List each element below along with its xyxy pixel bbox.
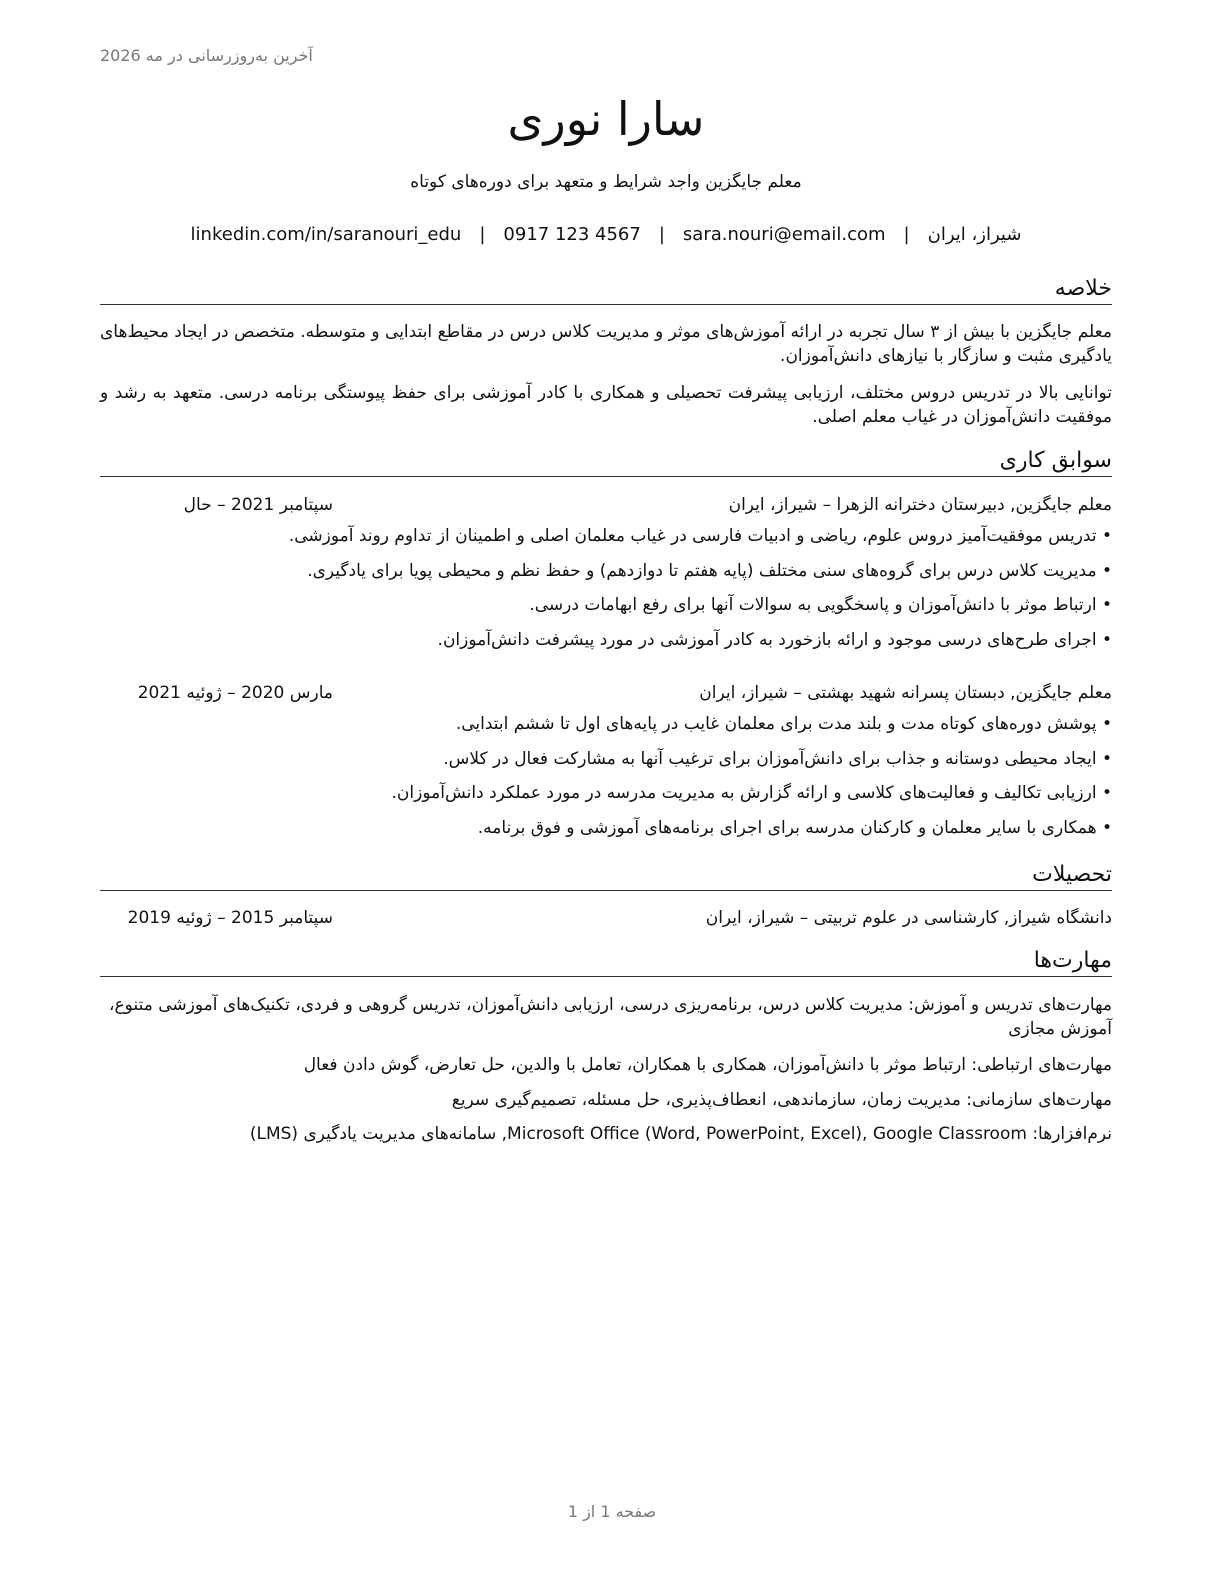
person-name: سارا نوری [507,92,705,146]
section-title-skills: مهارت‌ها [100,947,1112,977]
list-item: • پوشش دوره‌های کوتاه مدت و بلند مدت برای معلمان غایب در پایه‌های اول تا ششم ابتدایی. [100,712,1112,747]
contact-phone[interactable]: 0917 123 4567 [503,224,641,245]
list-item: • اجرای طرح‌های درسی موجود و ارائه بازخورد به کادر آموزشی در مورد پیشرفت دانش‌آموزان. [100,628,1112,663]
tagline: معلم جایگزین واجد شرایط و متعهد برای دوره‌های کوتاه [410,172,802,192]
job-header [100,681,1112,705]
job-date: سپتامبر 2021 – حال [183,495,333,515]
job-bullets [100,712,1112,850]
contact-separator: | [658,224,665,245]
list-item: • ایجاد محیطی دوستانه و جذاب برای دانش‌آموزان برای ترغیب آنها به مشارکت فعال در کلاس. [100,747,1112,782]
skill-line: مهارت‌های سازمانی: مدیریت زمان، سازماندهی، انعطاف‌پذیری، حل مسئله، تصمیم‌گیری سریع [451,1090,1112,1110]
contact-separator: | [903,224,910,245]
list-item: • مدیریت کلاس درس برای گروه‌های سنی مختلف (پایه هفتم تا دوازدهم) و حفظ نظم و محیطی پویا برای یادگیری. [100,559,1112,594]
skill-line: مهارت‌های تدریس و آموزش: مدیریت کلاس درس، برنامه‌ریزی درسی، ارزیابی دانش‌آموزان، تدریس گروهی و فردی، تکنیک‌های آموزشی متنوع، آموزش مجازی [109,995,1112,1039]
education-entry [100,906,1112,930]
job-title: معلم جایگزین, دبیرستان دخترانه الزهرا – شیراز، ایران [728,495,1112,515]
job-title: معلم جایگزین, دبستان پسرانه شهید بهشتی – شیراز، ایران [699,683,1112,703]
summary-paragraph: توانایی بالا در تدریس دروس مختلف، ارزیابی پیشرفت تحصیلی و همکاری با کادر آموزشی برای حفظ پیوستگی برنامه درسی. متعهد به رشد و موفقیت دانش‌آموزان در غیاب معلم اصلی. [100,383,1112,427]
skill-line: نرم‌افزارها: Microsoft Office (Word, PowerPoint, Excel), Google Classroom, سامانه‌های مدیریت یادگیری (LMS) [249,1124,1112,1144]
page-number: صفحه 1 از 1 [567,1502,657,1521]
section-title-experience: سوابق کاری [100,447,1112,477]
list-item: • تدریس موفقیت‌آمیز دروس علوم، ریاضی و ادبیات فارسی در غیاب معلمان اصلی و اطمینان از تداوم روند آموزشی. [100,524,1112,559]
list-item: • همکاری با سایر معلمان و کارکنان مدرسه برای اجرای برنامه‌های آموزشی و فوق برنامه. [100,816,1112,851]
section-title-education: تحصیلات [100,861,1112,891]
skill-line: مهارت‌های ارتباطی: ارتباط موثر با دانش‌آموزان، همکاری با همکاران، تعامل با والدین، حل تعارض، گوش دادن فعال [303,1055,1112,1075]
list-item: • ارتباط موثر با دانش‌آموزان و پاسخگویی به سوالات آنها برای رفع ابهامات درسی. [100,593,1112,628]
job-header [100,493,1112,517]
job-date: مارس 2020 – ژوئیه 2021 [137,683,333,703]
education-date: سپتامبر 2015 – ژوئیه 2019 [127,908,333,928]
resume-page [100,0,1112,1584]
section-title-summary: خلاصه [100,275,1112,305]
contact-separator: | [479,224,486,245]
list-item: • ارزیابی تکالیف و فعالیت‌های کلاسی و ارائه گزارش به مدیریت مدرسه در مورد عملکرد دانش‌آموزان. [100,781,1112,816]
contact-linkedin[interactable]: linkedin.com/in/saranouri_edu [190,224,462,245]
contact-line [100,224,1112,245]
contact-location: شیراز، ایران [927,224,1022,245]
last-updated-note: آخرین به‌روزرسانی در مه 2026 [100,46,313,65]
contact-email[interactable]: sara.nouri@email.com [682,224,886,245]
summary-paragraph: معلم جایگزین با بیش از ۳ سال تجربه در ارائه آموزش‌های موثر و مدیریت کلاس درس در مقاطع ابتدایی و متوسطه. متخصص در ایجاد محیط‌های یادگیری مثبت و سازگار با نیازهای دانش‌آموزان. [100,322,1112,366]
education-degree: دانشگاه شیراز, کارشناسی در علوم تربیتی – شیراز، ایران [705,908,1112,928]
job-bullets [100,524,1112,662]
